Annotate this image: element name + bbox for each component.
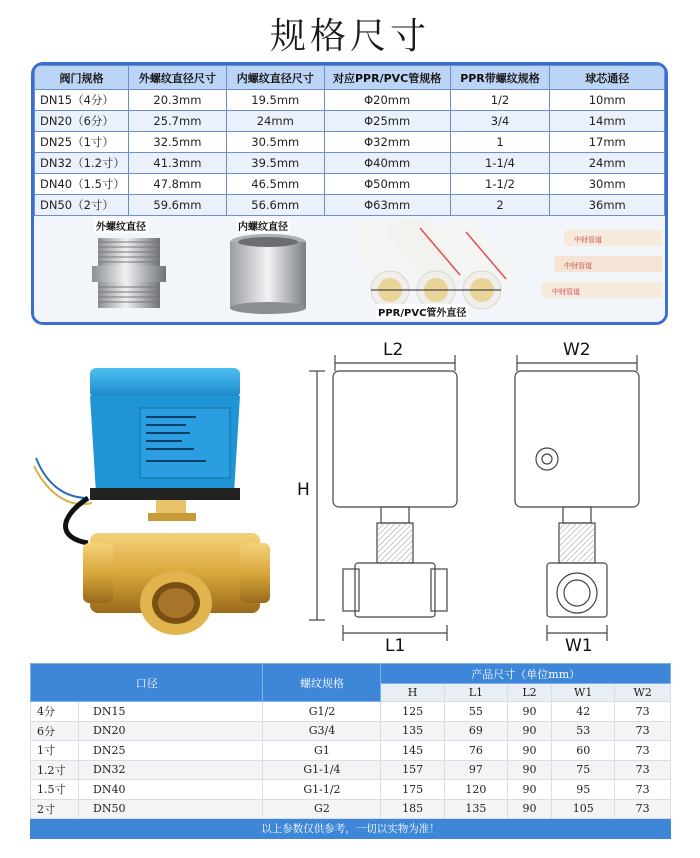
w2-cell: 73 — [615, 741, 671, 761]
outer-thread-fitting-image — [84, 220, 174, 320]
page-title: 规格尺寸 — [269, 16, 430, 57]
w1-cell: 53 — [552, 721, 615, 741]
h-cell: 157 — [381, 760, 444, 780]
spec-cell: Φ40mm — [324, 153, 450, 174]
pipe-diameter-label: PPR/PVC管外直径 — [376, 304, 468, 319]
front-actuator-outline — [333, 371, 457, 507]
motorized-valve-image — [28, 348, 278, 653]
dn-cell: DN40 — [79, 780, 263, 800]
inner-thread-fitting-image — [218, 220, 318, 320]
dn-cell: DN50 — [79, 799, 263, 819]
w1-cell: 75 — [552, 760, 615, 780]
dimension-row — [31, 799, 671, 819]
size-cell: 2寸 — [31, 799, 79, 819]
size-cell: 1.5寸 — [31, 780, 79, 800]
l2-cell: 90 — [508, 702, 552, 722]
spec-cell: 32.5mm — [128, 132, 226, 153]
col-size-header: 产品尺寸（单位mm） — [381, 664, 671, 684]
dimension-row — [31, 760, 671, 780]
l2-cell: 90 — [508, 760, 552, 780]
label-l2: L2 — [383, 340, 404, 360]
ppr-pipe-side-image — [534, 220, 662, 320]
label-w1: W1 — [565, 636, 593, 655]
dn-cell: DN25 — [79, 741, 263, 761]
thread-cell: G1-1/4 — [263, 760, 381, 780]
pipe-print-1: 中财管道 — [574, 236, 602, 244]
spec-cell: 1 — [450, 132, 550, 153]
pipe-print-3: 中财管道 — [552, 288, 580, 296]
spec-cell: 1-1/4 — [450, 153, 550, 174]
dimension-table — [30, 663, 671, 819]
spec-cell: 56.6mm — [226, 195, 324, 216]
spec-table-row — [35, 195, 665, 216]
outer-thread-label: 外螺纹直径 — [94, 218, 148, 233]
spec-header-cell: 外螺纹直径尺寸 — [128, 66, 226, 90]
w2-cell: 73 — [615, 702, 671, 722]
spec-header-cell: 阀门规格 — [35, 66, 129, 90]
label-w2: W2 — [563, 340, 591, 360]
spec-cell: 39.5mm — [226, 153, 324, 174]
label-h: H — [297, 480, 310, 500]
spec-cell: 2 — [450, 195, 550, 216]
spec-cell: Φ50mm — [324, 174, 450, 195]
spec-cell: DN20（6分） — [35, 111, 129, 132]
spec-header-cell: 内螺纹直径尺寸 — [226, 66, 324, 90]
size-cell: 1.2寸 — [31, 760, 79, 780]
spec-cell: Φ20mm — [324, 90, 450, 111]
l1-cell: 55 — [444, 702, 507, 722]
spec-cell: 20.3mm — [128, 90, 226, 111]
h-cell: 175 — [381, 780, 444, 800]
spec-header-cell: PPR带螺纹规格 — [450, 66, 550, 90]
sub-header-w2: W2 — [615, 684, 671, 702]
l1-cell: 135 — [444, 799, 507, 819]
spec-cell: 10mm — [550, 90, 665, 111]
disclaimer-note: 以上参数仅供参考，一切以实物为准！ — [30, 819, 671, 839]
w2-cell: 73 — [615, 799, 671, 819]
thread-cell: G3/4 — [263, 721, 381, 741]
spec-cell: 1-1/2 — [450, 174, 550, 195]
thread-cell: G2 — [263, 799, 381, 819]
spec-cell: DN50（2寸） — [35, 195, 129, 216]
l2-cell: 90 — [508, 780, 552, 800]
spec-cell: 41.3mm — [128, 153, 226, 174]
spec-cell: 46.5mm — [226, 174, 324, 195]
h-cell: 125 — [381, 702, 444, 722]
sub-header-l2: L2 — [508, 684, 552, 702]
dimension-row — [31, 741, 671, 761]
size-cell: 4分 — [31, 702, 79, 722]
spec-cell: 59.6mm — [128, 195, 226, 216]
spec-cell: DN32（1.2寸） — [35, 153, 129, 174]
spec-table-row — [35, 132, 665, 153]
spec-table-header — [35, 66, 665, 90]
w2-cell: 73 — [615, 721, 671, 741]
label-l1: L1 — [385, 636, 406, 655]
spec-cell: 47.8mm — [128, 174, 226, 195]
spec-cell: Φ25mm — [324, 111, 450, 132]
thread-cell: G1/2 — [263, 702, 381, 722]
w2-cell: 73 — [615, 780, 671, 800]
spec-header-cell: 球芯通径 — [550, 66, 665, 90]
thread-cell: G1-1/2 — [263, 780, 381, 800]
w2-cell: 73 — [615, 760, 671, 780]
spec-cell: DN15（4分） — [35, 90, 129, 111]
spec-table — [34, 65, 665, 216]
sub-header-l1: L1 — [444, 684, 507, 702]
spec-cell: 30.5mm — [226, 132, 324, 153]
l2-cell: 90 — [508, 721, 552, 741]
col-thread-header: 螺纹规格 — [263, 664, 381, 702]
side-actuator-outline — [515, 371, 639, 507]
l1-cell: 120 — [444, 780, 507, 800]
spec-header-cell: 对应PPR/PVC管规格 — [324, 66, 450, 90]
h-cell: 135 — [381, 721, 444, 741]
dn-cell: DN15 — [79, 702, 263, 722]
size-cell: 6分 — [31, 721, 79, 741]
w1-cell: 60 — [552, 741, 615, 761]
l1-cell: 69 — [444, 721, 507, 741]
fitting-photos — [34, 216, 665, 325]
dimension-table-panel — [30, 663, 671, 839]
spec-table-row — [35, 111, 665, 132]
spec-cell: 36mm — [550, 195, 665, 216]
dimension-row — [31, 702, 671, 722]
inner-thread-label: 内螺纹直径 — [236, 218, 290, 233]
spec-cell: 24mm — [226, 111, 324, 132]
spec-cell: 14mm — [550, 111, 665, 132]
col-caliber-header: 口径 — [31, 664, 263, 702]
spec-cell: 1/2 — [450, 90, 550, 111]
size-cell: 1寸 — [31, 741, 79, 761]
spec-cell: 30mm — [550, 174, 665, 195]
l1-cell: 76 — [444, 741, 507, 761]
spec-cell: 24mm — [550, 153, 665, 174]
dimension-row — [31, 780, 671, 800]
w1-cell: 95 — [552, 780, 615, 800]
spec-table-row — [35, 90, 665, 111]
spec-cell: 3/4 — [450, 111, 550, 132]
h-cell: 145 — [381, 741, 444, 761]
dimension-diagram — [295, 335, 675, 655]
sub-header-h: H — [381, 684, 444, 702]
l2-cell: 90 — [508, 799, 552, 819]
spec-table-row — [35, 174, 665, 195]
dn-cell: DN32 — [79, 760, 263, 780]
pipe-print-2: 中财管道 — [564, 262, 592, 270]
w1-cell: 42 — [552, 702, 615, 722]
dimension-row — [31, 721, 671, 741]
spec-cell: 25.7mm — [128, 111, 226, 132]
w1-cell: 105 — [552, 799, 615, 819]
spec-cell: DN25（1寸） — [35, 132, 129, 153]
spec-cell: 19.5mm — [226, 90, 324, 111]
sub-header-w1: W1 — [552, 684, 615, 702]
spec-table-row — [35, 153, 665, 174]
spec-cell: 17mm — [550, 132, 665, 153]
h-cell: 185 — [381, 799, 444, 819]
l1-cell: 97 — [444, 760, 507, 780]
spec-table-panel — [31, 62, 668, 325]
l2-cell: 90 — [508, 741, 552, 761]
spec-cell: Φ63mm — [324, 195, 450, 216]
spec-cell: DN40（1.5寸） — [35, 174, 129, 195]
spec-cell: Φ32mm — [324, 132, 450, 153]
thread-cell: G1 — [263, 741, 381, 761]
dn-cell: DN20 — [79, 721, 263, 741]
